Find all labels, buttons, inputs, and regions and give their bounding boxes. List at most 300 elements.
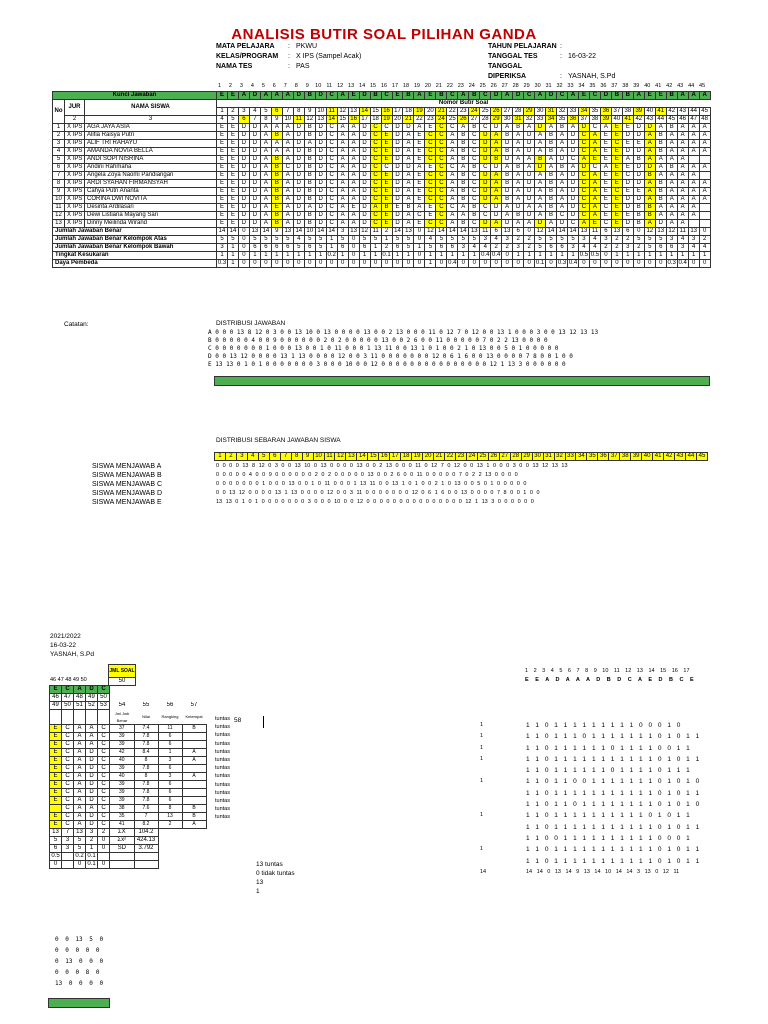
distribusi-values: 0 0 13 12 0 0 0 0 13 1 13 0 0 0 0 12 0 0 3 11 0 0 0 0 0 0 0 12 0 6 1 6 0 0 13 0 0 0 0 7 8 0 0 1 0 0 (215, 353, 573, 360)
sebaran-number: 1 (215, 453, 226, 461)
answer-cell: A (348, 164, 359, 172)
answer-cell: E (611, 132, 622, 140)
sebaran-number: 8 (291, 453, 302, 461)
right-row-values: 1 1 0 0 1 1 1 1 1 1 1 1 1 1 0 0 0 1 (526, 834, 690, 842)
answer-cell (699, 172, 710, 180)
answer-cell: C (326, 156, 337, 164)
lower-answer-cell (50, 804, 62, 812)
summary-value: 0 (622, 260, 633, 268)
blank-cell (50, 710, 62, 725)
answer-cell: E (600, 140, 611, 148)
answer-cell: D (535, 124, 546, 132)
status-list (215, 715, 275, 822)
answer-cell: B (655, 180, 666, 188)
lower-answer-table (49, 685, 207, 869)
right-number-strip: 1 2 3 4 5 6 7 8 9 10 11 12 13 14 15 16 17 (525, 668, 690, 674)
answer-cell: D (315, 132, 326, 140)
answer-cell: B (535, 156, 546, 164)
meta-right (488, 42, 615, 82)
butir-number-2: 4 (217, 116, 228, 124)
lower-row (50, 732, 207, 740)
answer-cell: E (217, 148, 228, 156)
summary-value: 0.5 (579, 252, 589, 258)
answer-cell: A (513, 132, 524, 140)
sebaran-number: 7 (280, 453, 291, 461)
column-number: 6 (272, 83, 276, 89)
right-matrix-row (480, 790, 699, 801)
summary-value: 0.4 (492, 252, 501, 258)
answer-cell: E (271, 204, 282, 212)
answer-cell: A (535, 196, 546, 204)
answer-cell: A (282, 220, 293, 228)
answer-cell: A (699, 132, 710, 140)
lower-kunci-cell: D (86, 686, 98, 694)
summary-value: 1 (557, 252, 568, 260)
answer-cell: D (293, 180, 304, 188)
answer-cell: E (381, 156, 392, 164)
answer-cell: A (282, 188, 293, 196)
answer-cell: B (304, 180, 315, 188)
lower-extra-header: 54 (118, 702, 126, 708)
summary-value: 1 (315, 252, 326, 260)
summary-value: 3 (666, 236, 677, 244)
summary-value: 0 (633, 228, 644, 236)
answer-cell: D (249, 180, 260, 188)
summary-value: 0 (600, 252, 611, 260)
answer-cell: E (381, 196, 392, 204)
answer-cell: A (491, 140, 502, 148)
summary-value: 3 (600, 236, 611, 244)
answer-cell: B (458, 148, 469, 156)
sebaran-number: 4 (247, 453, 258, 461)
right-row-values: 1 1 0 1 1 1 1 1 1 1 1 1 1 1 0 1 0 1 1 (526, 857, 700, 865)
summary-value: 5 (469, 236, 480, 244)
kunci-cell: B (370, 92, 381, 100)
butir-number: 4 (249, 108, 260, 116)
status-item: tuntas (215, 732, 230, 739)
answer-cell: C (425, 132, 436, 140)
summary-value: 4 (699, 244, 710, 252)
answer-cell: E (227, 132, 238, 140)
answer-cell: A (282, 140, 293, 148)
stat-value: 5 (50, 836, 62, 844)
answer-cell: E (217, 164, 228, 172)
student-jur: X IPS (65, 164, 85, 172)
answer-cell: A (513, 172, 524, 180)
answer-cell: A (260, 188, 271, 196)
summary-value: 11 (677, 228, 688, 236)
lower-answer-cell: C (62, 724, 74, 732)
summary-value: 6 (436, 244, 447, 252)
sebaran-number: 25 (477, 453, 488, 461)
answer-cell: A (535, 180, 546, 188)
blank-cell (74, 710, 86, 725)
stat-value: 5 (74, 844, 86, 852)
summary-value: 5 (359, 236, 370, 244)
answer-cell: C (326, 148, 337, 156)
lower-answer-cell: A (74, 804, 86, 812)
summary-value: 2 (611, 244, 622, 252)
summary-value: 2 (622, 236, 633, 244)
answer-cell: C (469, 140, 480, 148)
distribusi-title: DISTRIBUSI JAWABAN (216, 320, 286, 327)
student-row (53, 220, 711, 228)
sebaran-number: 2 (225, 453, 236, 461)
lower-answer-cell: C (98, 796, 110, 804)
sebaran-number: 35 (587, 453, 598, 461)
summary-value: 1 (370, 244, 381, 252)
summary-value: 0 (513, 260, 524, 268)
lower-answer-cell: A (86, 732, 98, 740)
answer-cell: C (436, 172, 447, 180)
butir-number: 30 (535, 108, 546, 116)
answer-cell: D (524, 196, 535, 204)
summary-value: 0 (359, 260, 370, 268)
answer-cell: A (699, 140, 710, 148)
kunci-cell: A (337, 92, 348, 100)
sebaran-number: 3 (236, 453, 247, 461)
answer-cell: D (359, 124, 370, 132)
column-number: 18 (402, 83, 410, 89)
kunci-cell: B (436, 92, 447, 100)
answer-cell: D (480, 140, 491, 148)
stat-value: 0.5 (51, 852, 60, 859)
answer-cell: A (535, 148, 546, 156)
answer-cell: D (480, 220, 491, 228)
answer-cell: D (633, 132, 644, 140)
sebaran-row (92, 462, 712, 471)
answer-cell: D (644, 164, 655, 172)
answer-cell: E (217, 156, 228, 164)
answer-cell: A (271, 140, 282, 148)
answer-cell: C (436, 124, 447, 132)
answer-cell: E (611, 212, 622, 220)
answer-cell: C (578, 196, 589, 204)
meta_left-colon: : (288, 43, 290, 50)
summary-value: 5 (535, 236, 546, 244)
student-no: 7 (53, 172, 65, 180)
answer-cell: D (622, 180, 633, 188)
answer-cell: B (633, 204, 644, 212)
summary-value: 0 (589, 260, 600, 268)
column-number: 25 (479, 83, 486, 89)
answer-cell: A (348, 140, 359, 148)
student-name: ANDI SOPI NISRINA (85, 156, 217, 164)
lower-answer-cell: D (86, 772, 98, 780)
answer-cell: A (666, 196, 677, 204)
summary-value: 2 (699, 236, 710, 244)
stat-value: 0.2 (75, 852, 84, 859)
summary-value: 5 (644, 236, 655, 244)
answer-cell: A (655, 164, 666, 172)
answer-cell: A (666, 212, 677, 220)
summary-value: 0 (633, 260, 644, 268)
right-matrix-row (480, 858, 699, 869)
lower-header: 49 (86, 694, 98, 702)
answer-cell: B (633, 220, 644, 228)
answer-cell: A (524, 204, 535, 212)
answer-cell: C (480, 204, 491, 212)
answer-cell: C (469, 188, 480, 196)
summary-value: 1 (644, 252, 655, 260)
meta-left (216, 42, 361, 72)
answer-cell: A (688, 212, 699, 220)
summary-value: 5 (633, 236, 644, 244)
stat-val (134, 860, 158, 868)
column-number: 40 (644, 83, 651, 89)
answer-cell: D (293, 204, 304, 212)
answer-cell: D (557, 220, 568, 228)
summary-label: Tingkat Kesukaran (53, 252, 217, 260)
lower-score (182, 788, 206, 796)
kunci-cell: A (677, 92, 688, 100)
stat-value: 0 (98, 860, 110, 868)
meta_right-value: YASNAH, S.Pd (568, 73, 616, 80)
summary-value: 2 (491, 244, 502, 252)
answer-cell: A (535, 132, 546, 140)
answer-cell: A (282, 148, 293, 156)
butir-number-2: 15 (337, 116, 348, 124)
stat-key: Σx² (110, 836, 135, 844)
answer-cell: D (633, 164, 644, 172)
lower-answer-cell: C (98, 772, 110, 780)
answer-cell: E (217, 132, 228, 140)
right-one-marker: 1 (480, 846, 484, 853)
answer-cell: D (502, 140, 513, 148)
answer-cell: E (227, 212, 238, 220)
lower-answer-cell: A (74, 788, 86, 796)
lower-score: A (182, 820, 206, 828)
answer-cell: D (633, 172, 644, 180)
answer-cell: A (403, 148, 414, 156)
summary-value: 5 (392, 236, 403, 244)
answer-cell: A (589, 172, 600, 180)
answer-cell: D (524, 212, 535, 220)
summary-value: 1 (403, 252, 414, 260)
answer-cell: E (392, 204, 403, 212)
right-matrix-row (480, 812, 699, 823)
answer-cell: B (546, 172, 557, 180)
column-number: 39 (633, 83, 640, 89)
lower-answer-cell: C (62, 764, 74, 772)
answer-cell: D (315, 172, 326, 180)
distribusi-values: 0 0 0 0 0 0 0 1 0 0 0 13 0 0 1 0 11 0 0 0 1 13 11 0 0 13 1 0 1 0 0 2 1 0 13 0 0 5 0 1 0 0 0 0 0 (215, 345, 559, 352)
lower-answer-cell: C (98, 780, 110, 788)
meta_left-row (216, 52, 361, 62)
answer-cell: B (271, 196, 282, 204)
answer-cell: A (348, 172, 359, 180)
answer-cell: C (469, 148, 480, 156)
answer-cell: E (217, 180, 228, 188)
butir-number: 33 (568, 108, 579, 116)
summary-value: 0 (578, 260, 589, 268)
answer-cell: A (666, 140, 677, 148)
lower-score: B (182, 812, 206, 820)
summary-value: 0 (699, 228, 710, 236)
answer-cell: D (392, 180, 403, 188)
kunci-cell: A (568, 92, 579, 100)
meta_left-colon: : (288, 63, 290, 70)
answer-cell: D (249, 212, 260, 220)
answer-cell (699, 220, 710, 228)
summary-value: 1 (326, 244, 337, 252)
answer-cell: E (414, 188, 425, 196)
meta_right-key: TAHUN PELAJARAN (488, 43, 557, 50)
summary-value: 11 (480, 228, 491, 236)
lower-kunci-cell: C (98, 686, 110, 694)
answer-cell: D (392, 188, 403, 196)
summary-value: 0 (414, 228, 425, 236)
kunci-cell: E (392, 92, 403, 100)
summary-value: 4 (677, 236, 688, 244)
answer-cell: A (688, 204, 699, 212)
summary-value: 5 (425, 244, 436, 252)
kunci-cell: C (524, 92, 535, 100)
sub-index-2: 2 (65, 116, 85, 124)
answer-cell: C (370, 148, 381, 156)
lower-answer-cell: C (62, 812, 74, 820)
answer-cell: C (578, 180, 589, 188)
answer-cell: D (502, 220, 513, 228)
right-spacer (480, 767, 526, 778)
right-one-marker: 1 (480, 744, 484, 751)
summary-value: 2 (381, 244, 392, 252)
stat-value: 6 (50, 844, 62, 852)
butir-number: 19 (414, 108, 425, 116)
answer-cell: D (293, 124, 304, 132)
summary-value: 14 (557, 228, 568, 236)
answer-cell: A (677, 212, 688, 220)
answer-cell: A (589, 132, 600, 140)
student-row (53, 124, 711, 132)
cursor-mark (263, 716, 264, 728)
summary-value: 1 (622, 252, 633, 260)
answer-cell: E (381, 220, 392, 228)
stat-value: 2 (98, 828, 110, 836)
answer-cell: D (249, 188, 260, 196)
answer-cell: A (524, 124, 535, 132)
butir-number: 38 (622, 108, 633, 116)
lower-score (182, 740, 206, 748)
column-number: 36 (600, 83, 607, 89)
summary-value: 13 (469, 228, 480, 236)
column-number: 26 (490, 83, 497, 89)
answer-cell: E (381, 148, 392, 156)
summary-value: 0.3 (667, 260, 676, 266)
sebaran-key: SISWA MENJAWAB C (92, 481, 163, 488)
answer-cell: B (271, 188, 282, 196)
answer-cell: D (293, 132, 304, 140)
summary-value: 5 (447, 236, 458, 244)
lower-answer-cell: E (50, 796, 62, 804)
answer-cell: E (611, 124, 622, 132)
answer-cell: D (359, 220, 370, 228)
answer-cell: D (359, 140, 370, 148)
sebaran-number: 16 (379, 453, 390, 461)
summary-value: 14 (447, 228, 458, 236)
lower-meta-line: YASNAH, S.Pd (50, 651, 94, 658)
answer-cell: B (304, 172, 315, 180)
answer-cell: A (304, 204, 315, 212)
summary-value: 1 (227, 252, 238, 260)
lower-score: 7 (134, 812, 158, 820)
answer-cell: C (370, 140, 381, 148)
answer-cell: E (217, 124, 228, 132)
answer-cell: B (666, 124, 677, 132)
answer-cell: D (293, 156, 304, 164)
answer-cell: C (469, 196, 480, 204)
student-jur: X IPS (65, 220, 85, 228)
answer-cell: E (227, 204, 238, 212)
answer-cell: D (392, 196, 403, 204)
sebaran-number: 32 (554, 453, 565, 461)
lower-answer-cell: A (74, 724, 86, 732)
lower-score: 7.8 (134, 764, 158, 772)
distribusi-row (208, 353, 708, 361)
answer-cell: A (589, 212, 600, 220)
answer-cell: B (546, 132, 557, 140)
butir-number-2: 39 (600, 116, 611, 124)
summary-value: 0.5 (590, 252, 600, 258)
answer-cell: A (666, 172, 677, 180)
column-number: 41 (655, 83, 662, 89)
summary-value: 0 (611, 260, 622, 268)
sebaran-number: 45 (696, 453, 707, 461)
bottom-grid-row: 13 0 0 0 0 (55, 980, 104, 987)
answer-cell (688, 220, 699, 228)
answer-cell: C (326, 188, 337, 196)
right-row-values: 1 1 0 1 1 1 0 1 1 1 1 1 1 1 0 1 0 1 1 (526, 733, 700, 741)
summary-value: 13 (249, 228, 260, 236)
kunci-cell: E (425, 92, 436, 100)
summary-value: 1 (425, 252, 436, 260)
summary-value: 13 (688, 228, 699, 236)
butir-number-2: 37 (578, 116, 589, 124)
answer-cell: B (513, 164, 524, 172)
butir-number: 37 (611, 108, 622, 116)
summary-value: 1 (633, 252, 644, 260)
lower-kunci-cell: E (50, 686, 62, 694)
column-number: 16 (380, 83, 388, 89)
kunci-label: Kunci Jawaban (53, 92, 217, 100)
lower-score: 2 (158, 820, 182, 828)
column-number: 19 (413, 83, 420, 89)
answer-cell: D (359, 132, 370, 140)
answer-cell: A (688, 172, 699, 180)
summary-value: 4 (578, 244, 589, 252)
answer-cell: A (491, 172, 502, 180)
summary-value: 0.4 (568, 260, 578, 266)
butir-number: 39 (633, 108, 644, 116)
answer-cell: A (589, 148, 600, 156)
lower-score: 39 (110, 788, 135, 796)
butir-number-2: 35 (557, 116, 568, 124)
student-row (53, 140, 711, 148)
answer-cell: D (524, 132, 535, 140)
status-item: tuntas (215, 748, 230, 755)
answer-cell: D (622, 220, 633, 228)
summary-value: 5 (260, 236, 271, 244)
blank-cell (62, 710, 74, 725)
answer-cell: C (589, 164, 600, 172)
right-one-marker: 1 (480, 812, 484, 819)
answer-cell: D (392, 156, 403, 164)
answer-cell: B (513, 124, 524, 132)
answer-cell: C (425, 196, 436, 204)
sebaran-key: SISWA MENJAWAB A (92, 463, 162, 470)
meta_right-key: TANGGAL TES (488, 53, 538, 60)
answer-cell: D (293, 172, 304, 180)
